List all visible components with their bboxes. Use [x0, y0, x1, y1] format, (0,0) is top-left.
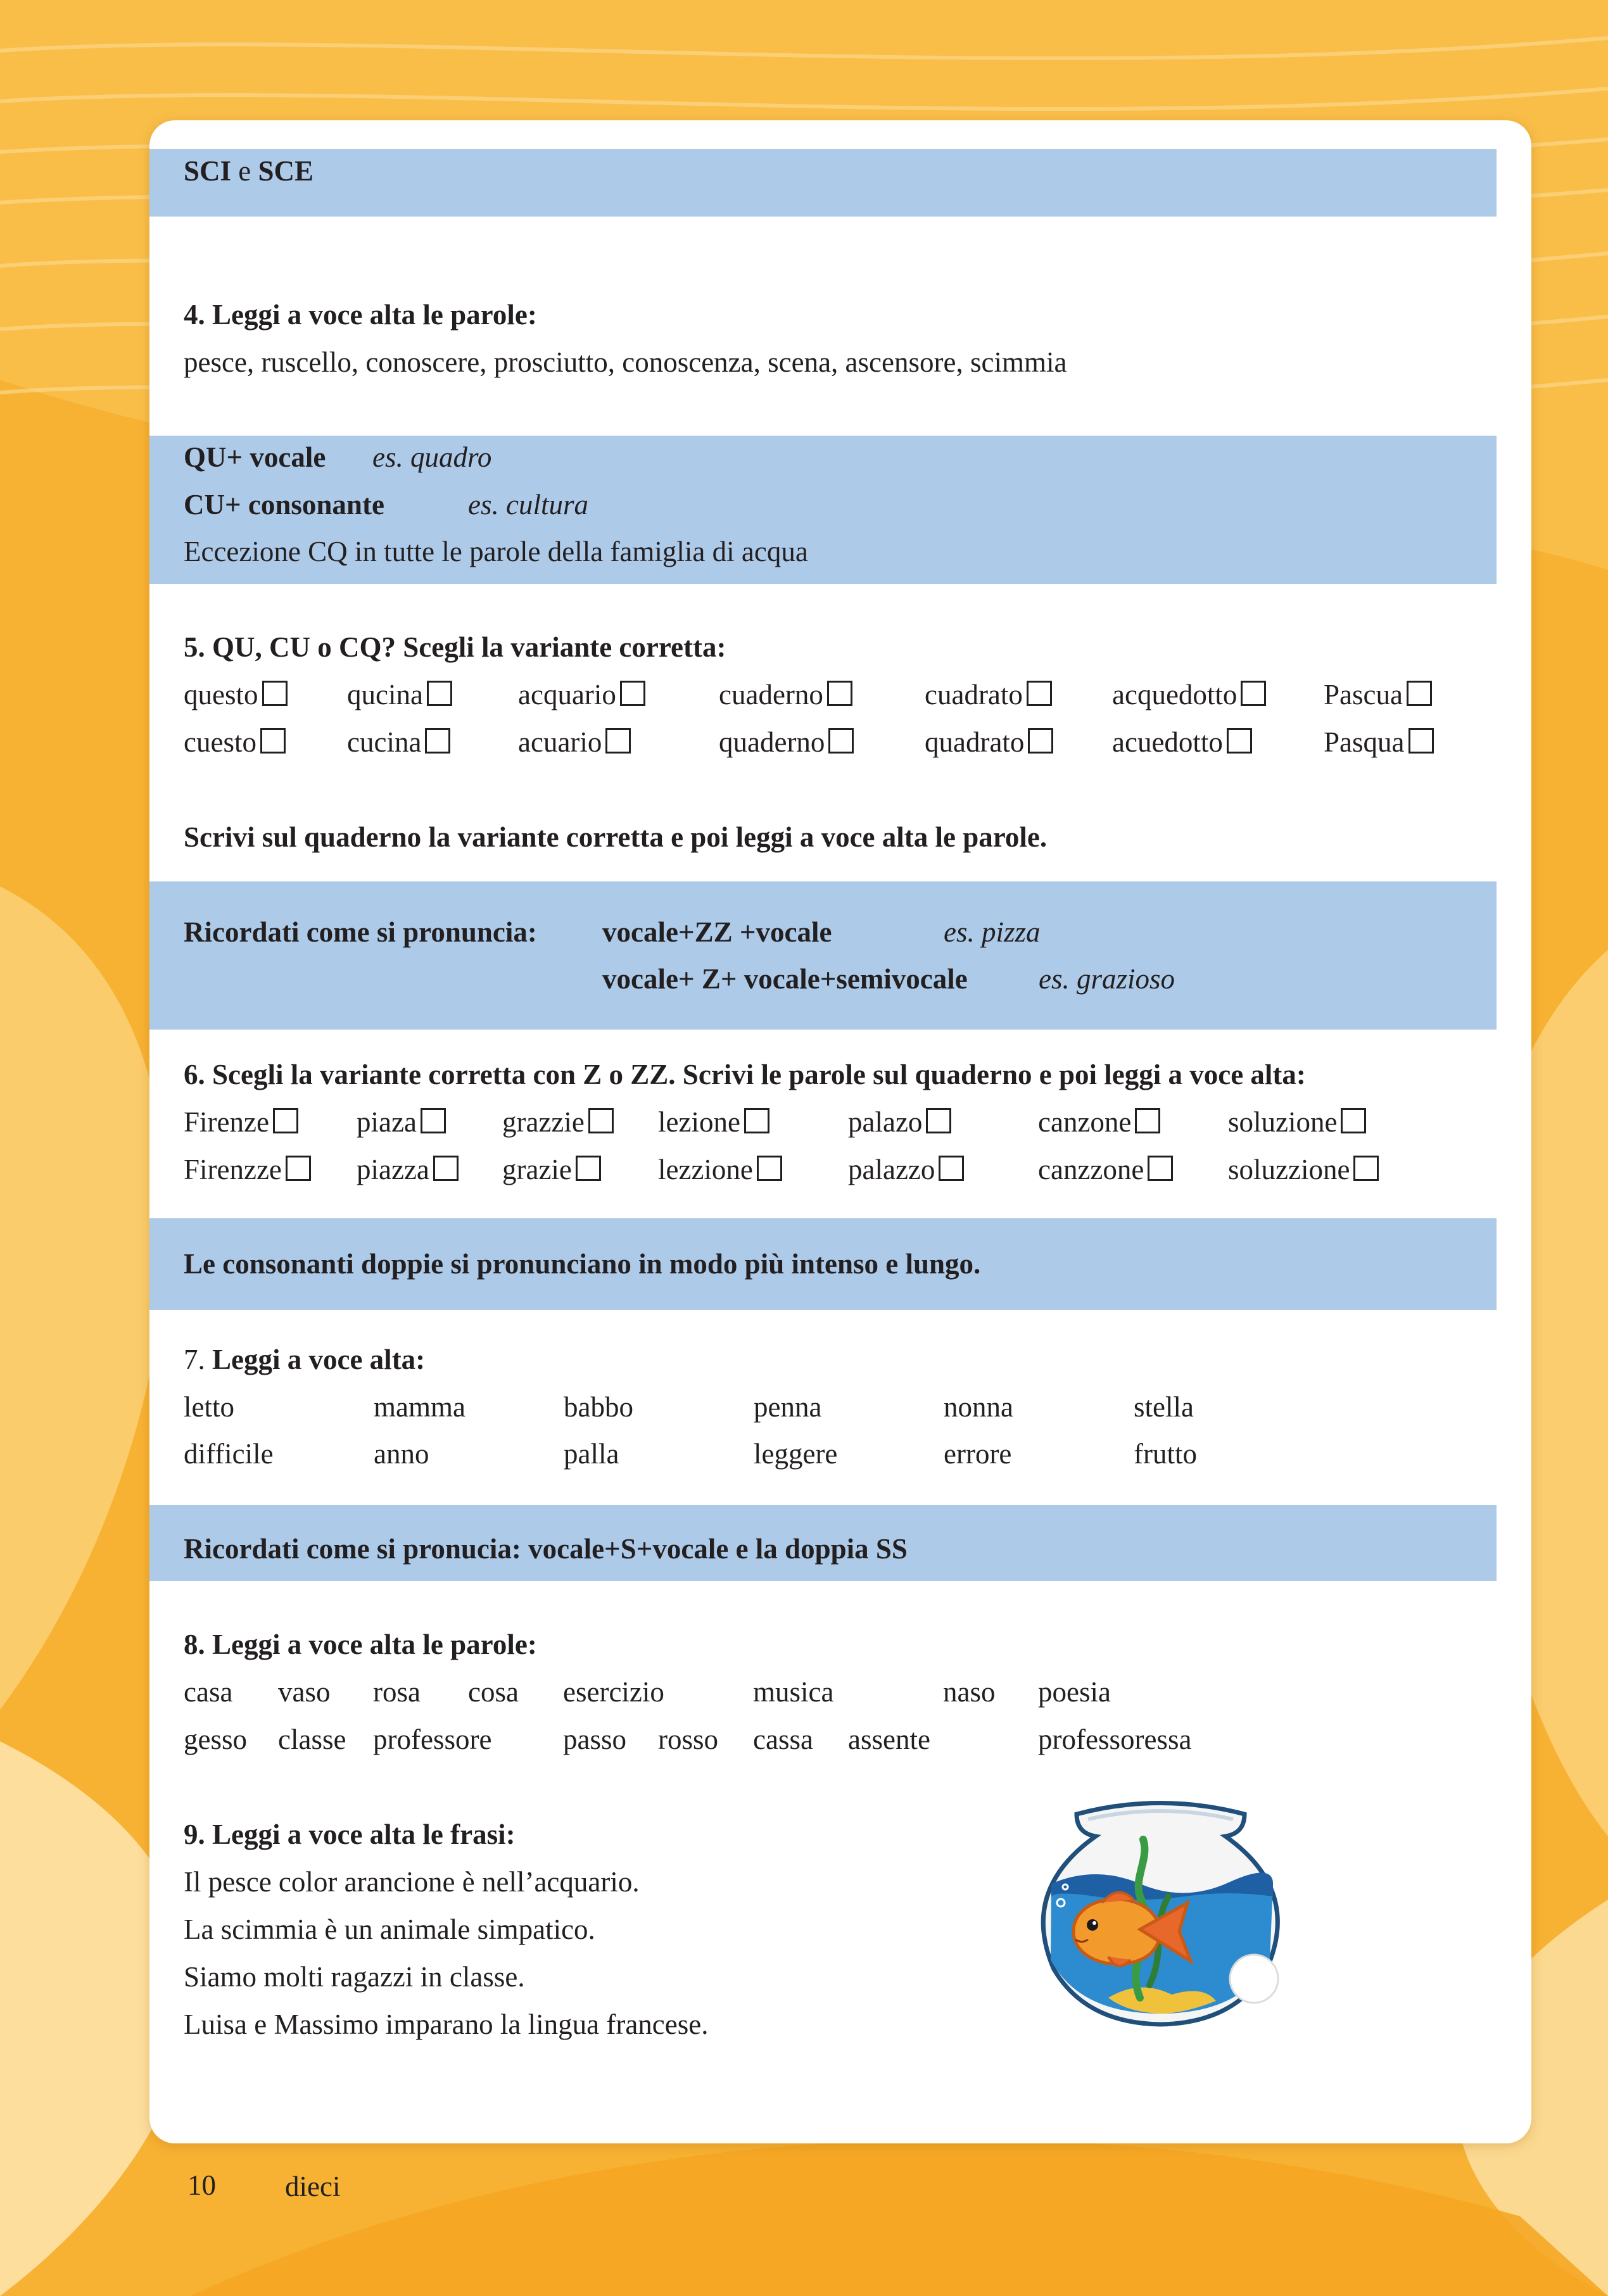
ex6-option: [184, 1153, 311, 1186]
ex5-option-label: quaderno: [719, 726, 825, 758]
ex9-sentence: La scimmia è un animale simpatico.: [184, 1914, 595, 1945]
checkbox[interactable]: [1407, 681, 1432, 706]
rule-qu-example: es. quadro: [372, 441, 492, 473]
ex6-option: [1038, 1153, 1173, 1186]
rule-cu-consonante: CU+ consonante: [184, 489, 384, 520]
checkbox[interactable]: [421, 1108, 446, 1133]
checkbox[interactable]: [576, 1156, 601, 1181]
ex6-option-label: canzzone: [1038, 1154, 1144, 1185]
exercise-7-title: [184, 1343, 425, 1376]
ex8-word: passo: [563, 1724, 626, 1755]
ex8-word: classe: [278, 1724, 346, 1755]
ex8-word: poesia: [1038, 1676, 1111, 1708]
page-number: 10: [187, 2169, 216, 2201]
ex6-option: [1228, 1153, 1379, 1186]
ex6-option-label: lezione: [658, 1106, 740, 1138]
checkbox[interactable]: [1227, 728, 1252, 754]
ex8-word: esercizio: [563, 1676, 664, 1708]
ex5-option: [184, 678, 288, 711]
ex8-word: cosa: [468, 1676, 519, 1708]
rule-zz-label: Ricordati come si pronuncia:: [184, 916, 537, 948]
ex7-word: palla: [564, 1438, 619, 1470]
ex5-option-label: cuesto: [184, 726, 256, 758]
exercise-4-title: 4. Leggi a voce alta le parole:: [184, 299, 537, 331]
rule-cq-exception: Eccezione CQ in tutte le parole della famiglia di acqua: [184, 536, 808, 567]
ex8-word: musica: [753, 1676, 834, 1708]
ex5-option-label: cucina: [347, 726, 422, 758]
ex8-word: professore: [373, 1724, 492, 1755]
section-title-sci: SCI: [184, 155, 232, 187]
checkbox[interactable]: [286, 1156, 311, 1181]
ex6-option-label: palazo: [848, 1106, 923, 1138]
ex5-option: [1324, 726, 1434, 759]
ex7-word: anno: [374, 1438, 429, 1470]
ex8-word: cassa: [753, 1724, 813, 1755]
ex5-option-label: cuaderno: [719, 679, 823, 710]
rule-z-example2: es. grazioso: [1039, 963, 1175, 995]
ex6-option-label: piazza: [357, 1154, 429, 1185]
ex6-option: [658, 1106, 769, 1139]
ex5-option-label: acquedotto: [1112, 679, 1238, 710]
ex6-option: [184, 1106, 298, 1139]
ex5-option: [1112, 678, 1266, 711]
ex8-word: rosa: [373, 1676, 421, 1708]
ex5-option: [518, 726, 631, 759]
rule-zz-line1: vocale+ZZ +vocale: [602, 916, 832, 948]
checkbox[interactable]: [273, 1108, 298, 1133]
ex9-sentence: Luisa e Massimo imparano la lingua francese.: [184, 2009, 709, 2040]
checkbox[interactable]: [262, 681, 288, 706]
checkbox[interactable]: [939, 1156, 964, 1181]
exercise-4-words: pesce, ruscello, conoscere, prosciutto, conoscenza, scena, ascensore, scimmia: [184, 346, 1067, 378]
ex6-option-label: Firenzze: [184, 1154, 282, 1185]
ex5-option-label: qucina: [347, 679, 423, 710]
exercise-7-number: 7.: [184, 1344, 212, 1375]
rule-qu-vocale: QU+ vocale: [184, 441, 326, 473]
ex6-option-label: grazie: [502, 1154, 572, 1185]
ex6-option: [1038, 1106, 1160, 1139]
ex6-option: [848, 1153, 964, 1186]
ex7-word: nonna: [944, 1391, 1013, 1423]
ex7-word: penna: [754, 1391, 822, 1423]
rule-zz-example1: es. pizza: [944, 916, 1041, 948]
ex7-word: errore: [944, 1438, 1012, 1470]
rule-cu-example: es. cultura: [468, 489, 588, 520]
ex5-option: [1324, 678, 1432, 711]
ex6-option: [848, 1106, 951, 1139]
checkbox[interactable]: [588, 1108, 614, 1133]
fishbowl-goldfish-icon: [1013, 1795, 1308, 2029]
rule-s-ss: Ricordati come si pronucia: vocale+S+vocale e la doppia SS: [184, 1533, 908, 1565]
checkbox[interactable]: [1028, 728, 1053, 754]
ex6-option: [658, 1153, 782, 1186]
checkbox[interactable]: [828, 728, 854, 754]
ex5-option-label: cuadrato: [925, 679, 1023, 710]
checkbox[interactable]: [926, 1108, 951, 1133]
exercise-7-title-text: Leggi a voce alta:: [212, 1344, 426, 1375]
ex5-option: [925, 726, 1053, 759]
ex8-word: rosso: [658, 1724, 719, 1755]
ex5-option-label: questo: [184, 679, 258, 710]
checkbox[interactable]: [260, 728, 286, 754]
ex6-option: [502, 1153, 601, 1186]
ex8-word: gesso: [184, 1724, 247, 1755]
ex7-word: leggere: [754, 1438, 838, 1470]
checkbox[interactable]: [1353, 1156, 1379, 1181]
checkbox[interactable]: [605, 728, 631, 754]
exercise-5-note: Scrivi sul quaderno la variante corretta e poi leggi a voce alta le parole.: [184, 821, 1048, 853]
ex5-option-label: acuario: [518, 726, 602, 758]
ex5-option-label: quadrato: [925, 726, 1025, 758]
page-number-word: dieci: [285, 2171, 341, 2202]
checkbox[interactable]: [1027, 681, 1052, 706]
checkbox[interactable]: [757, 1156, 782, 1181]
ex7-word: mamma: [374, 1391, 465, 1423]
exercise-5-title: 5. QU, CU o CQ? Scegli la variante corretta:: [184, 631, 726, 663]
checkbox[interactable]: [433, 1156, 459, 1181]
section-title: [184, 155, 313, 187]
exercise-8-title: 8. Leggi a voce alta le parole:: [184, 1629, 537, 1660]
checkbox[interactable]: [425, 728, 450, 754]
section-title-connector: e: [231, 155, 258, 187]
ex6-option-label: lezzione: [658, 1154, 753, 1185]
ex8-word: naso: [943, 1676, 996, 1708]
ex8-word: casa: [184, 1676, 233, 1708]
ex6-option: [502, 1106, 614, 1139]
checkbox[interactable]: [744, 1108, 769, 1133]
ex6-option: [357, 1106, 446, 1139]
ex5-option: [925, 678, 1052, 711]
rule-z-line2: vocale+ Z+ vocale+semivocale: [602, 963, 968, 995]
ex6-option-label: soluzzione: [1228, 1154, 1350, 1185]
checkbox[interactable]: [1241, 681, 1266, 706]
ex5-option: [719, 726, 854, 759]
checkbox[interactable]: [1409, 728, 1434, 754]
checkbox[interactable]: [1135, 1108, 1160, 1133]
ex9-sentence: Siamo molti ragazzi in classe.: [184, 1961, 525, 1993]
ex6-option: [357, 1153, 459, 1186]
ex5-option: [1112, 726, 1252, 759]
ex8-word: professoressa: [1038, 1724, 1192, 1755]
ex5-option-label: Pascua: [1324, 679, 1403, 710]
rule-double-consonants: Le consonanti doppie si pronunciano in modo più intenso e lungo.: [184, 1248, 981, 1280]
ex6-option-label: piaza: [357, 1106, 417, 1138]
ex5-option: [518, 678, 645, 711]
ex6-option-label: canzone: [1038, 1106, 1132, 1138]
checkbox[interactable]: [427, 681, 452, 706]
ex5-option: [719, 678, 852, 711]
ex6-option-label: soluzione: [1228, 1106, 1338, 1138]
ex8-word: vaso: [278, 1676, 331, 1708]
ex5-option: [184, 726, 286, 759]
ex6-option-label: grazzie: [502, 1106, 585, 1138]
rule-band-zz: [149, 881, 1497, 1030]
ex7-word: letto: [184, 1391, 234, 1423]
ex7-word: stella: [1134, 1391, 1194, 1423]
ex8-word: assente: [848, 1724, 930, 1755]
checkbox[interactable]: [620, 681, 645, 706]
ex7-word: difficile: [184, 1438, 274, 1470]
section-title-sce: SCE: [258, 155, 314, 187]
ex6-option-label: palazzo: [848, 1154, 935, 1185]
checkbox[interactable]: [1148, 1156, 1173, 1181]
ex5-option-label: acquario: [518, 679, 616, 710]
section-header-band: [149, 149, 1497, 217]
ex5-option-label: Pasqua: [1324, 726, 1405, 758]
ex6-option: [1228, 1106, 1366, 1139]
checkbox[interactable]: [827, 681, 852, 706]
ex7-word: babbo: [564, 1391, 633, 1423]
ex5-option: [347, 678, 452, 711]
ex7-word: frutto: [1134, 1438, 1197, 1470]
exercise-6-title: 6. Scegli la variante corretta con Z o ZZ. Scrivi le parole sul quaderno e poi leggi a voce alta:: [184, 1059, 1306, 1090]
ex5-option: [347, 726, 450, 759]
checkbox[interactable]: [1341, 1108, 1366, 1133]
ex6-option-label: Firenze: [184, 1106, 269, 1138]
ex9-sentence: Il pesce color arancione è nell’acquario.: [184, 1866, 640, 1898]
exercise-9-title: 9. Leggi a voce alta le frasi:: [184, 1819, 516, 1850]
ex5-option-label: acuedotto: [1112, 726, 1223, 758]
